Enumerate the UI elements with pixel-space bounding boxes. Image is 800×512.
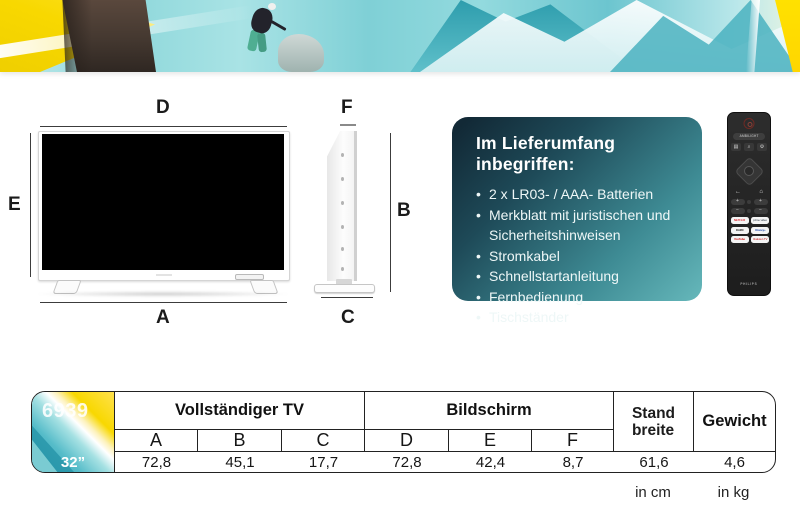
prime-video-button: prime video <box>751 217 769 224</box>
dimension-label-e: E <box>8 194 21 215</box>
climber-helmet <box>268 3 276 10</box>
volume-channel-row <box>728 208 770 214</box>
remote-nav-row <box>728 189 770 195</box>
ambilight-button <box>733 133 765 140</box>
dimension-label-b: B <box>397 200 411 221</box>
included-item: • 2 x LR03- / AAA- Batterien <box>476 184 689 205</box>
remote-key-row <box>728 143 770 151</box>
search-icon: ⌕ <box>744 143 754 151</box>
value-e: 42,4 <box>475 453 506 471</box>
included-item: • Merkblatt mit juristischen und Sicherheitshinweisen <box>476 205 689 246</box>
dimension-label-c: C <box>341 307 355 328</box>
netflix-button: NETFLIX <box>731 217 749 224</box>
included-list <box>476 184 684 328</box>
column-header-weight: Gewicht <box>694 392 775 452</box>
screw-hole <box>341 201 344 205</box>
home-icon: ⌂ <box>759 189 763 195</box>
unit-kg: in kg <box>717 484 750 501</box>
column-header-stand-width: Stand breite <box>614 392 694 452</box>
dimension-label-d: D <box>156 97 170 118</box>
column-header-b: B <box>198 430 282 452</box>
value-weight: 4,6 <box>724 453 745 471</box>
tv-side-front-edge <box>354 131 357 281</box>
column-header-a: A <box>115 430 198 452</box>
mute-button <box>747 200 751 204</box>
volume-down-button: − <box>731 208 745 214</box>
dimension-line-e <box>30 133 31 277</box>
screen-size: 32” <box>60 454 86 471</box>
column-header-f: F <box>532 430 614 452</box>
channel-up-button: + <box>754 199 768 205</box>
model-number: 6939 <box>42 400 89 422</box>
value-stand-width: 61,6 <box>639 453 669 471</box>
tv-screen <box>42 134 284 270</box>
ambilight-label: AMBILIGHT <box>739 134 759 139</box>
dimension-label-a: A <box>156 307 170 328</box>
options-button <box>747 209 751 213</box>
dpad <box>734 156 764 186</box>
tv-shadow <box>36 291 290 297</box>
dazn-button: DAZN <box>731 227 749 234</box>
volume-up-button: + <box>731 199 745 205</box>
remote-control <box>727 112 771 296</box>
volume-channel-row <box>728 199 770 205</box>
screw-hole <box>341 177 344 181</box>
youtube-button: YouTube <box>731 236 749 243</box>
screw-hole <box>341 153 344 157</box>
included-item: • Schnellstartanleitung <box>476 266 689 287</box>
tv-stand-base <box>314 284 375 293</box>
screw-hole <box>341 247 344 251</box>
back-icon: ← <box>735 189 741 195</box>
source-icon: ▤ <box>731 143 741 151</box>
included-item: • Fernbedienung <box>476 287 689 308</box>
unit-cm: in cm <box>635 484 671 501</box>
spec-table <box>31 391 776 473</box>
value-b: 45,1 <box>225 453 255 471</box>
value-a: 72,8 <box>141 453 172 471</box>
channel-down-button: − <box>754 208 768 214</box>
disney-plus-button: Disney+ <box>751 227 769 234</box>
tv-side-view <box>327 131 357 281</box>
settings-icon: ⚙ <box>757 143 767 151</box>
dimension-line-c <box>321 297 373 298</box>
screw-hole <box>341 225 344 229</box>
included-in-box-panel <box>452 117 702 325</box>
dimension-label-f: F <box>341 97 353 118</box>
tv-front-view <box>38 131 290 281</box>
column-group-screen: Bildschirm <box>365 392 614 430</box>
column-header-c: C <box>282 430 365 452</box>
included-title: Im Lieferumfang inbegriffen: <box>476 133 616 174</box>
screw-hole <box>341 267 344 271</box>
app-shortcut-buttons <box>731 217 769 243</box>
value-c: 17,7 <box>308 453 339 471</box>
hero-image <box>0 0 800 72</box>
column-group-full-tv: Vollständiger TV <box>115 392 365 430</box>
value-f: 8,7 <box>562 453 584 471</box>
boulder <box>278 34 324 72</box>
dimension-line-b <box>390 133 391 292</box>
value-d: 72,8 <box>392 453 422 471</box>
power-button-icon <box>744 118 755 129</box>
dimension-line-d <box>40 126 287 127</box>
tv-logo <box>156 274 172 276</box>
rakuten-tv-button: Rakuten TV <box>751 236 769 243</box>
included-item: • Stromkabel <box>476 246 689 267</box>
model-badge <box>32 392 115 472</box>
column-header-d: D <box>365 430 449 452</box>
included-item: • Tischständer <box>476 307 689 328</box>
ok-button <box>744 166 754 176</box>
dimension-line-a <box>40 302 287 303</box>
dimension-line-f <box>340 124 356 126</box>
column-header-e: E <box>449 430 532 452</box>
philips-logo: PHILIPS <box>740 282 758 287</box>
